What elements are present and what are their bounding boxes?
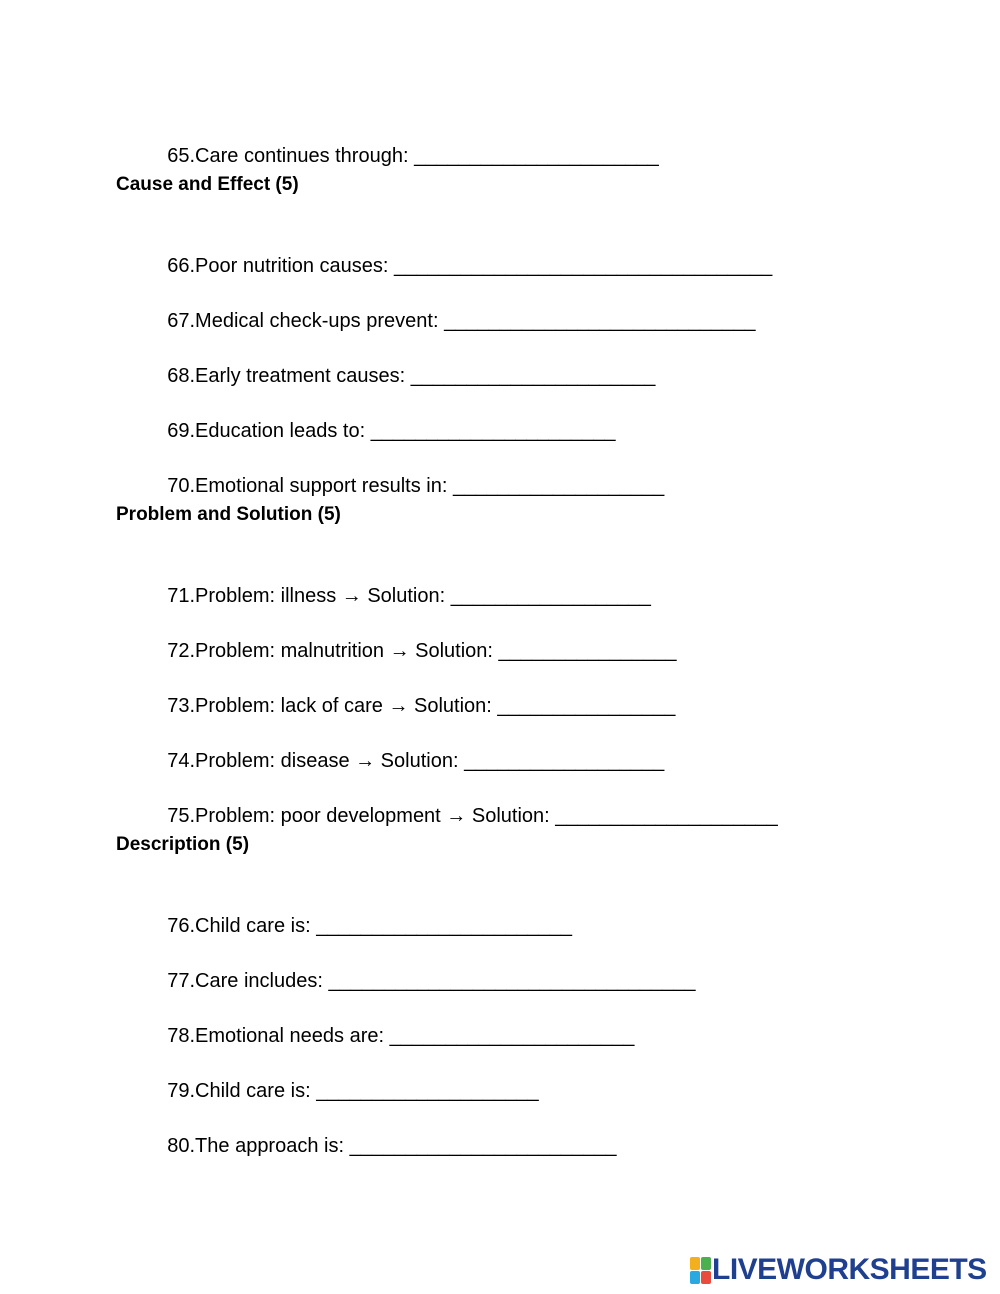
question-number: 69. [167,420,196,442]
answer-blank[interactable]: ________________ [498,640,677,662]
answer-blank[interactable]: _______________________ [316,915,573,937]
question-text: Child care is: [195,1080,317,1102]
answer-blank[interactable]: ______________________ [410,365,656,387]
question-number: 71. [167,585,196,607]
section-heading-description: Description (5) [116,834,250,855]
logo-block-blue [690,1271,700,1284]
question-number: 80. [167,1135,196,1157]
question-text: Problem: poor development → Solution: [195,805,556,827]
logo-block-green [701,1257,711,1270]
logo-text: LIVEWORKSHEETS [712,1253,987,1286]
question-text: Care includes: [195,970,329,992]
question-number: 74. [167,750,196,772]
answer-blank[interactable]: ______________________ [389,1025,635,1047]
question-number: 78. [167,1025,196,1047]
question-text: Child care is: [195,915,317,937]
question-text: Problem: lack of care → Solution: [195,695,498,717]
answer-blank[interactable]: ___________________ [452,475,665,497]
answer-blank[interactable]: __________________ [450,585,651,607]
question-text: Problem: illness → Solution: [195,585,451,607]
question-number: 75. [167,805,196,827]
answer-blank[interactable]: __________________ [464,750,665,772]
question-text: Problem: disease → Solution: [195,750,465,772]
question-text: Emotional needs are: [195,1025,390,1047]
section-heading-cause-effect: Cause and Effect (5) [116,174,299,195]
question-number: 72. [167,640,196,662]
question-number: 66. [167,255,196,277]
answer-blank[interactable]: ____________________ [316,1080,539,1102]
section-heading-problem-solution: Problem and Solution (5) [116,504,341,525]
question-text: Emotional support results in: [195,475,453,497]
answer-blank[interactable]: ____________________________ [444,310,756,332]
answer-blank[interactable]: ______________________ [370,420,616,442]
question-number: 76. [167,915,196,937]
question-number: 70. [167,475,196,497]
logo-block-red [701,1271,711,1284]
question-number: 77. [167,970,196,992]
question-number: 65. [167,145,196,167]
question-text: Care continues through: [195,145,415,167]
liveworksheets-logo-icon [690,1257,710,1283]
question-number: 68. [167,365,196,387]
question-text: Early treatment causes: [195,365,411,387]
answer-blank[interactable]: ______________________ [414,145,659,167]
question-text: Medical check-ups prevent: [195,310,445,332]
answer-blank[interactable]: ________________________ [349,1135,617,1157]
answer-blank[interactable]: __________________________________ [394,255,773,277]
question-80 [145,1107,617,1185]
question-text: Poor nutrition causes: [195,255,395,277]
question-text: Education leads to: [195,420,371,442]
liveworksheets-logo [690,1253,987,1287]
answer-blank[interactable]: ________________ [497,695,676,717]
question-number: 67. [167,310,196,332]
question-text: The approach is: [195,1135,350,1157]
question-text: Problem: malnutrition → Solution: [195,640,499,662]
answer-blank[interactable]: ____________________ [555,805,778,827]
question-number: 73. [167,695,196,717]
logo-block-yellow [690,1257,700,1270]
question-number: 79. [167,1080,196,1102]
answer-blank[interactable]: _________________________________ [328,970,696,992]
